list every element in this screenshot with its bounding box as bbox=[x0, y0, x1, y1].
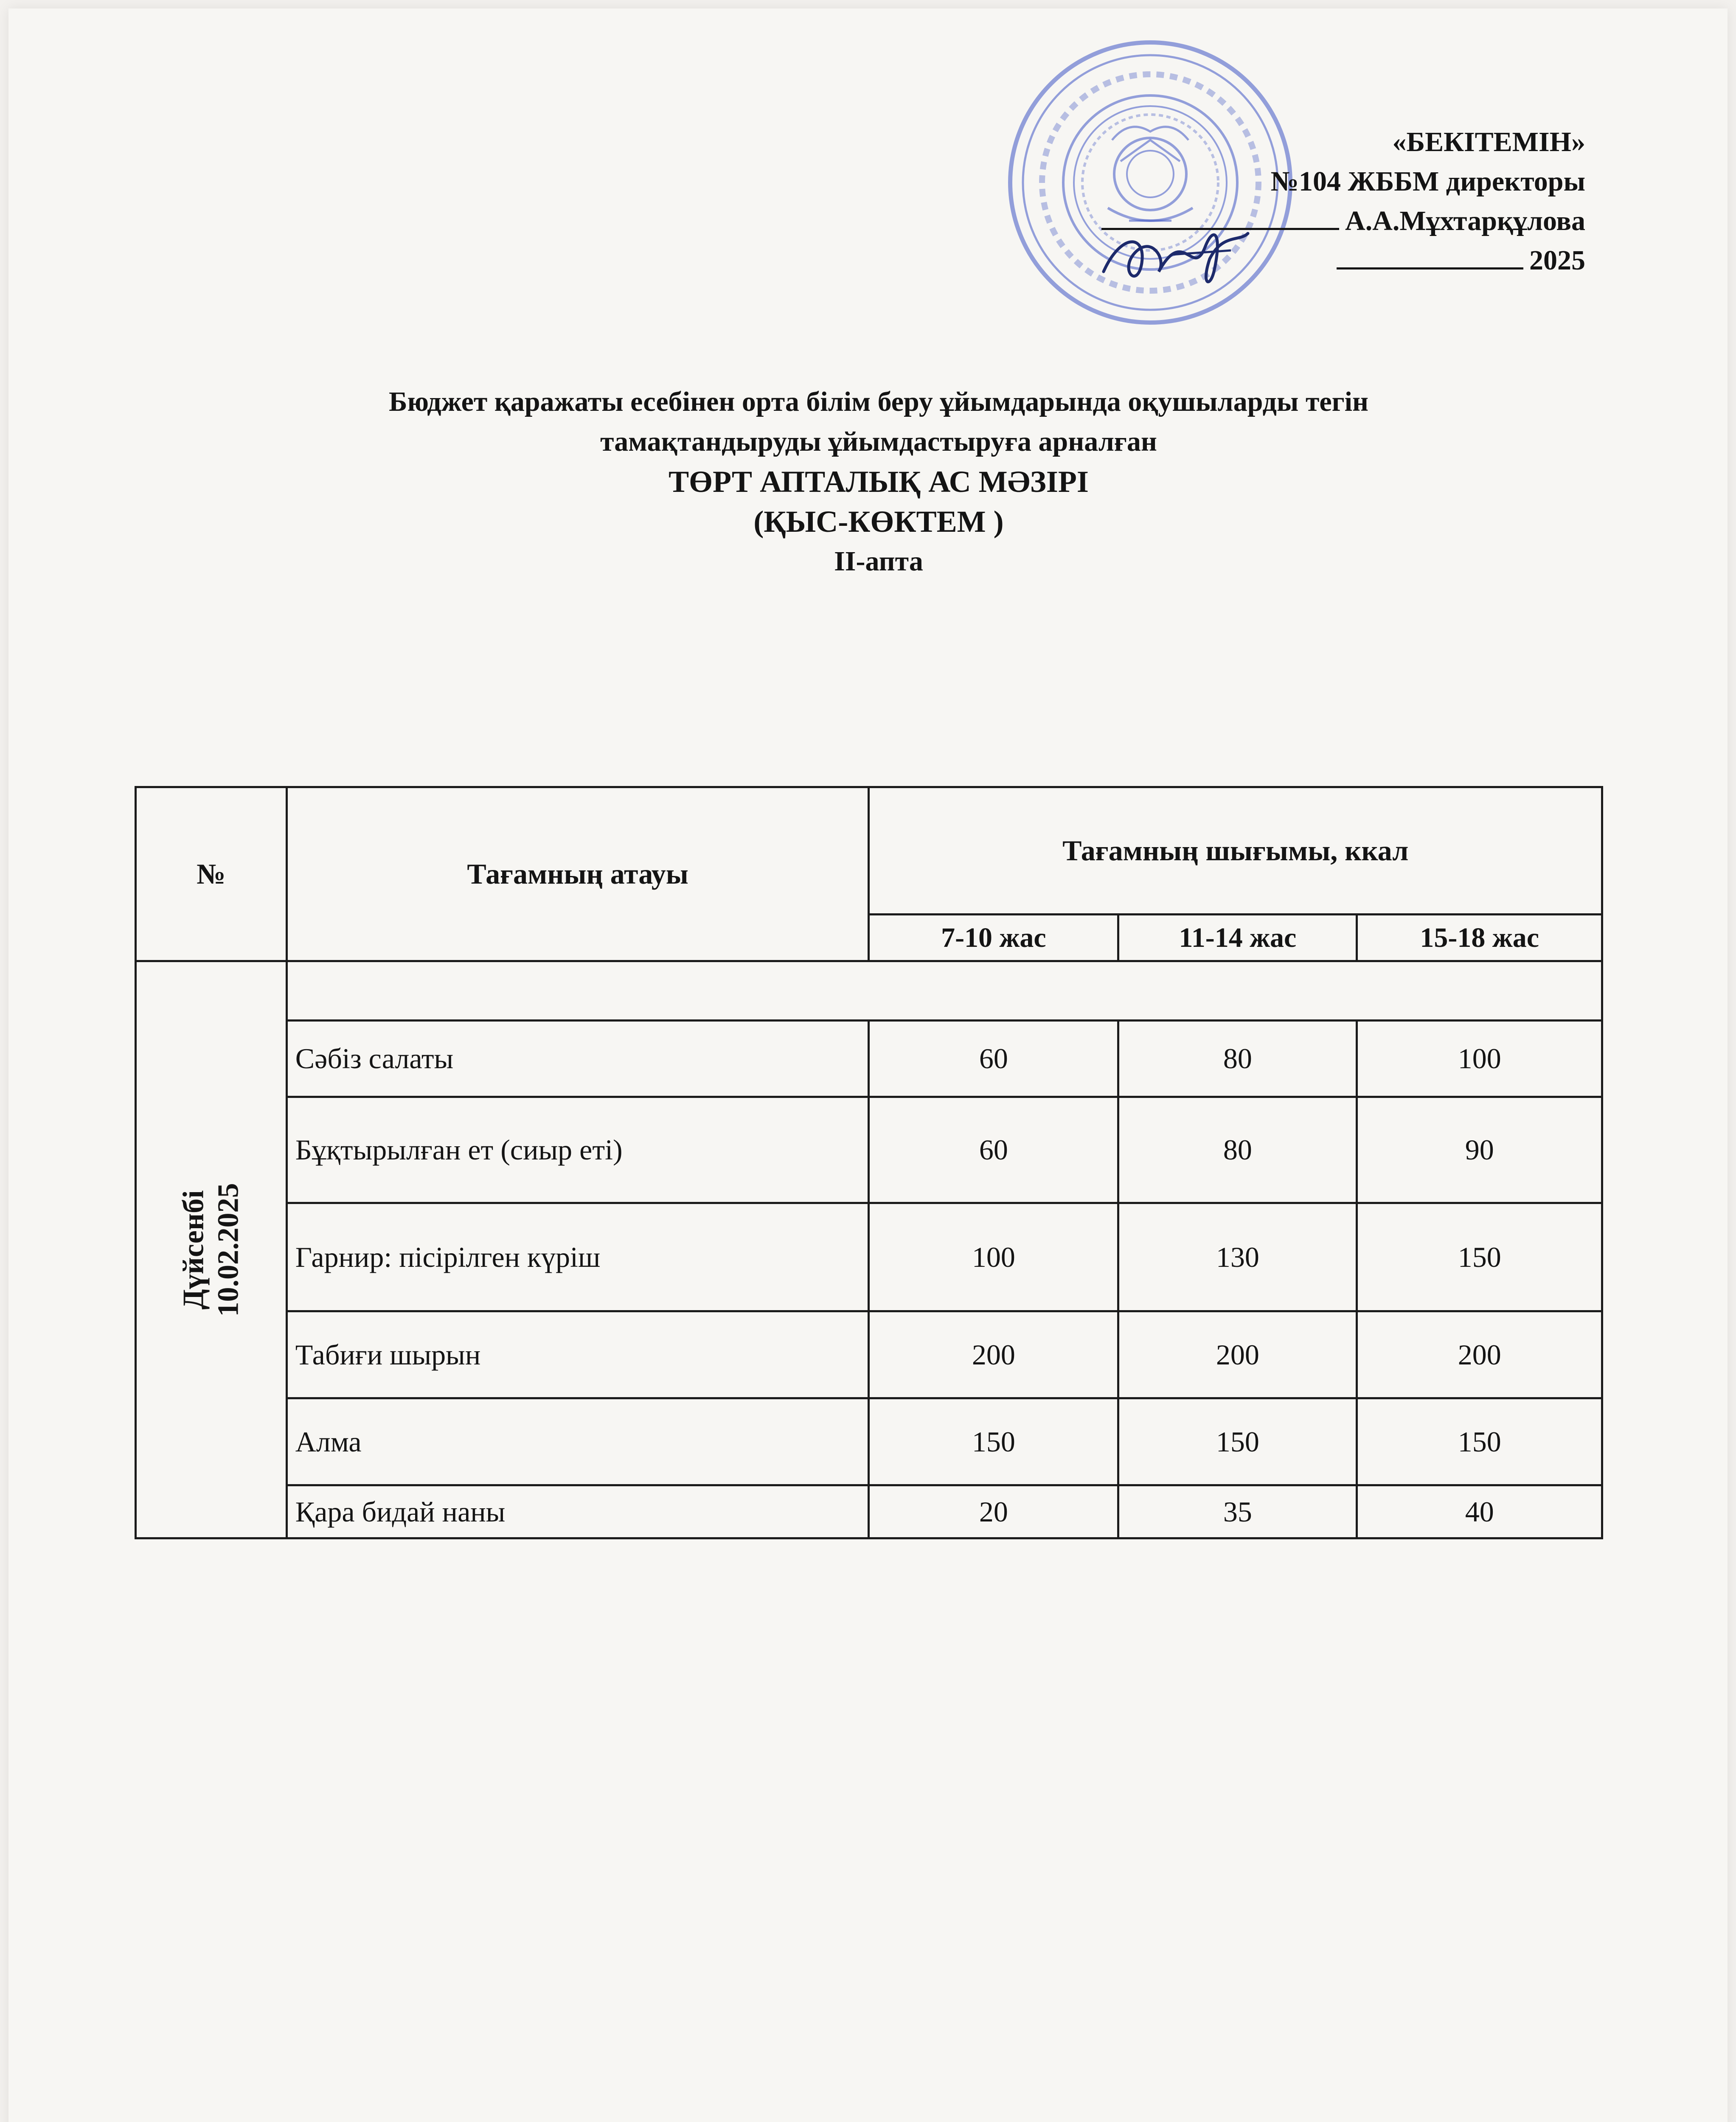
dish-name: Бұқтырылған ет (сиыр еті) bbox=[287, 1097, 869, 1203]
day-name: Дүйсенбі bbox=[177, 1190, 210, 1310]
table-row bbox=[136, 1398, 1602, 1485]
header-age-7-10: 7-10 жас bbox=[869, 915, 1118, 961]
menu-table bbox=[135, 786, 1603, 1539]
header-age-15-18: 15-18 жас bbox=[1357, 915, 1602, 961]
header-dish-name: Тағамның атауы bbox=[287, 787, 869, 961]
dish-value-7-10: 200 bbox=[869, 1311, 1118, 1398]
dish-value-15-18: 90 bbox=[1357, 1097, 1602, 1203]
table-row bbox=[136, 1203, 1602, 1311]
dish-value-7-10: 150 bbox=[869, 1398, 1118, 1485]
approval-year: 2025 bbox=[1529, 245, 1585, 276]
header-age-11-14: 11-14 жас bbox=[1118, 915, 1357, 961]
dish-name: Қара бидай наны bbox=[287, 1485, 869, 1538]
spacer-cell bbox=[287, 961, 1602, 1021]
dish-value-11-14: 150 bbox=[1118, 1398, 1357, 1485]
dish-value-15-18: 150 bbox=[1357, 1398, 1602, 1485]
dish-value-15-18: 200 bbox=[1357, 1311, 1602, 1398]
dish-value-7-10: 100 bbox=[869, 1203, 1118, 1311]
table-row bbox=[136, 1097, 1602, 1203]
dish-name: Табиғи шырын bbox=[287, 1311, 869, 1398]
day-date: 10.02.2025 bbox=[212, 1183, 245, 1316]
dish-value-7-10: 60 bbox=[869, 1097, 1118, 1203]
dish-value-11-14: 130 bbox=[1118, 1203, 1357, 1311]
date-blank bbox=[1337, 242, 1523, 269]
header-number: № bbox=[136, 787, 287, 961]
dish-name: Алма bbox=[287, 1398, 869, 1485]
day-cell bbox=[136, 961, 287, 1538]
table-row bbox=[136, 1021, 1602, 1097]
dish-value-11-14: 80 bbox=[1118, 1097, 1357, 1203]
heading-line-2: тамақтандыруды ұйымдастыруға арналған bbox=[600, 426, 1157, 457]
dish-value-7-10: 20 bbox=[869, 1485, 1118, 1538]
heading-menu-title: ТӨРТ АПТАЛЫҚ АС МӘЗІРІ bbox=[669, 465, 1089, 499]
dish-value-7-10: 60 bbox=[869, 1021, 1118, 1097]
dish-name: Гарнир: пісірілген күріш bbox=[287, 1203, 869, 1311]
dish-value-11-14: 35 bbox=[1118, 1485, 1357, 1538]
heading-season: (ҚЫС-КӨКТЕМ ) bbox=[753, 505, 1004, 539]
table-header-row bbox=[136, 787, 1602, 915]
document-heading bbox=[115, 382, 1643, 581]
dish-value-15-18: 40 bbox=[1357, 1485, 1602, 1538]
dish-value-15-18: 150 bbox=[1357, 1203, 1602, 1311]
dish-name: Сәбіз салаты bbox=[287, 1021, 869, 1097]
document-page bbox=[8, 8, 1728, 2122]
dish-value-15-18: 100 bbox=[1357, 1021, 1602, 1097]
dish-value-11-14: 200 bbox=[1118, 1311, 1357, 1398]
heading-week: ІІ-апта bbox=[834, 546, 923, 577]
heading-line-1: Бюджет қаражаты есебінен орта білім беру ұйымдарында оқушыларды тегін bbox=[388, 386, 1369, 417]
day-label bbox=[176, 1183, 246, 1316]
table-row bbox=[136, 1485, 1602, 1538]
approval-name: А.А.Мұхтарқұлова bbox=[1345, 205, 1585, 236]
dish-value-11-14: 80 bbox=[1118, 1021, 1357, 1097]
approval-title: «БЕКІТЕМІН» bbox=[1392, 126, 1585, 157]
table-row bbox=[136, 1311, 1602, 1398]
director-signature bbox=[1095, 208, 1256, 293]
approval-position: №104 ЖББМ директоры bbox=[1270, 166, 1585, 197]
table-row-spacer bbox=[136, 961, 1602, 1021]
header-yield: Тағамның шығымы, ккал bbox=[869, 787, 1602, 915]
